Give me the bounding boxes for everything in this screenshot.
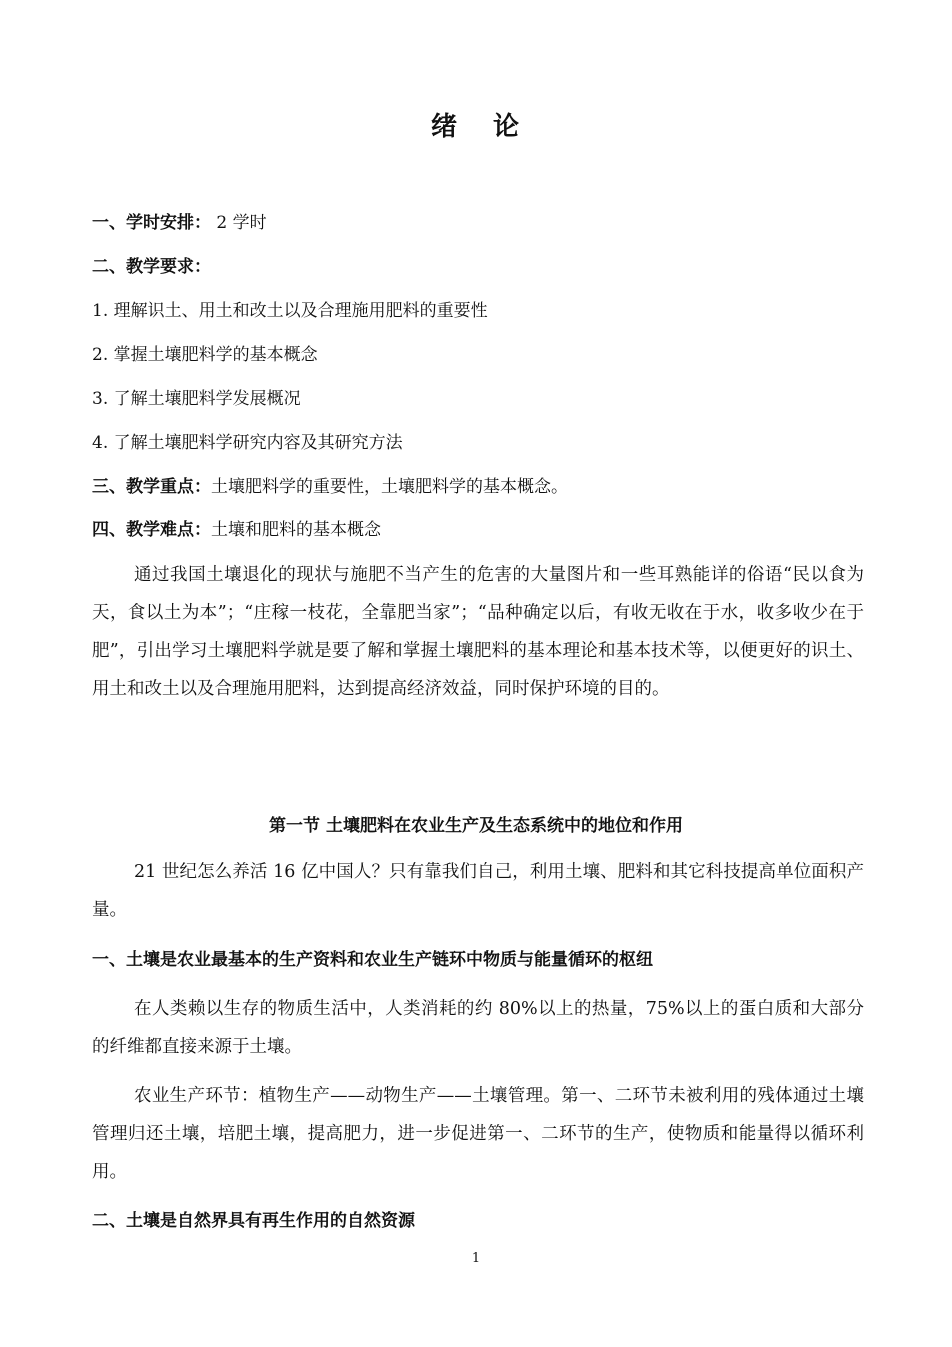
requirement-item: 3. 了解土壤肥料学发展概况 (92, 389, 301, 409)
page-title (0, 106, 952, 143)
title-char-1: 绪 (430, 112, 459, 142)
schedule-line (92, 212, 872, 234)
key-points-value: 土壤肥料学的重要性，土壤肥料学的基本概念。 (211, 477, 568, 497)
subheading-1: 一、土壤是农业最基本的生产资料和农业生产链环中物质与能量循环的枢纽 (92, 950, 653, 970)
difficulties-line (92, 519, 872, 541)
requirements-heading: 二、教学要求： (92, 257, 211, 277)
schedule-value: 2 学时 (216, 213, 267, 233)
key-points-line (92, 476, 872, 498)
difficulties-value: 土壤和肥料的基本概念 (211, 520, 381, 540)
section-paragraph-2: 在人类赖以生存的物质生活中，人类消耗的约 80%以上的热量，75%以上的蛋白质和大部分的纤维都直接来源于土壤。 (92, 999, 864, 1057)
intro-paragraph: 通过我国土壤退化的现状与施肥不当产生的危害的大量图片和一些耳熟能详的俗语“民以食为天，食以土为本”；“庄稼一枝花，全靠肥当家”；“品种确定以后，有收无收在于水，收多收少在于肥”，引出学习土壤肥料学就是要了解和掌握土壤肥料的基本理论和基本技术等，以便更好的识土、用土和改土以及合理施用肥料，达到提高经济效益，同时保护环境的目的。 (92, 565, 864, 699)
requirement-item: 2. 掌握土壤肥料学的基本概念 (92, 345, 318, 365)
schedule-heading: 一、学时安排： (92, 213, 211, 233)
requirement-item: 1. 理解识土、用土和改土以及合理施用肥料的重要性 (92, 301, 488, 321)
key-points-heading: 三、教学重点： (92, 477, 211, 497)
title-char-2: 论 (493, 112, 522, 142)
page-number: 1 (471, 1251, 481, 1266)
section-paragraph-3: 农业生产环节：植物生产——动物生产——土壤管理。第一、二环节未被利用的残体通过土壤管理归还土壤，培肥土壤，提高肥力，进一步促进第一、二环节的生产，使物质和能量得以循环利用。 (92, 1086, 864, 1182)
requirement-item: 4. 了解土壤肥料学研究内容及其研究方法 (92, 433, 403, 453)
difficulties-heading: 四、教学难点： (92, 520, 211, 540)
section-title: 第一节 土壤肥料在农业生产及生态系统中的地位和作用 (269, 816, 683, 836)
section-paragraph-1: 21 世纪怎么养活 16 亿中国人？只有靠我们自己，利用土壤、肥料和其它科技提高单位面积产量。 (92, 862, 864, 920)
subheading-2: 二、土壤是自然界具有再生作用的自然资源 (92, 1211, 415, 1231)
